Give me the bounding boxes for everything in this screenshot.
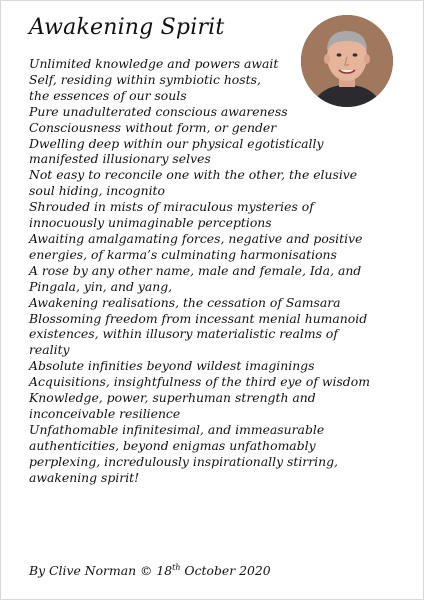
poem-line: Knowledge, power, superhuman strength and — [29, 390, 316, 406]
poem-line: Unlimited knowledge and powers await — [29, 56, 279, 71]
byline-suffix: October 2020 — [180, 563, 271, 578]
poem-line: Pingala, yin, and yang, — [29, 278, 173, 294]
byline-date-ordinal: th — [172, 562, 181, 572]
poem-line: manifested illusionary selves — [29, 151, 211, 167]
poem-line: Awakening realisations, the cessation of Samsara — [29, 294, 341, 310]
poem-line: Awaiting amalgamating forces, negative and positive — [29, 230, 363, 246]
poem-line: energies, of karma’s culminating harmonisations — [29, 246, 337, 262]
poem-line: the essences of our souls — [29, 87, 187, 103]
poem-line: perplexing, incredulously inspirationally stirring, — [29, 453, 338, 469]
poem-line: soul hiding, incognito — [29, 183, 165, 199]
poem-line: Consciousness without form, or gender — [29, 119, 277, 135]
poem-line: innocuously unimaginable perceptions — [29, 215, 272, 231]
author-byline — [29, 563, 271, 578]
poem-line: Acquisitions, insightfulness of the third eye of wisdom — [29, 374, 370, 390]
poem-line: inconceivable resilience — [29, 405, 181, 421]
poem-line: reality — [29, 342, 70, 358]
poem-title: Awakening Spirit — [29, 15, 225, 40]
poem-line: Self, residing within symbiotic hosts, — [29, 71, 261, 87]
poem-line: Shrouded in mists of miraculous mysteries of — [29, 199, 314, 215]
poem-line: Absolute infinities beyond wildest imaginings — [29, 358, 315, 374]
poem-line: Unfathomable infinitesimal, and immeasurable — [29, 421, 325, 437]
poem-line: existences, within illusory materialistic realms of — [29, 326, 338, 342]
poem-line: Pure unadulterated conscious awareness — [29, 103, 288, 119]
poem-line: A rose by any other name, male and female, Ida, and — [29, 262, 362, 278]
byline-prefix: By Clive Norman © 18 — [29, 563, 173, 578]
poem-body — [29, 56, 409, 485]
poem-line: Dwelling deep within our physical egotistically — [29, 135, 324, 151]
poem-line: Not easy to reconcile one with the other, the elusive — [29, 167, 358, 183]
poem-line: awakening spirit! — [29, 469, 140, 485]
poem-line: Blossoming freedom from incessant menial humanoid — [29, 310, 368, 326]
poem-line: authenticities, beyond enigmas unfathomably — [29, 437, 316, 453]
